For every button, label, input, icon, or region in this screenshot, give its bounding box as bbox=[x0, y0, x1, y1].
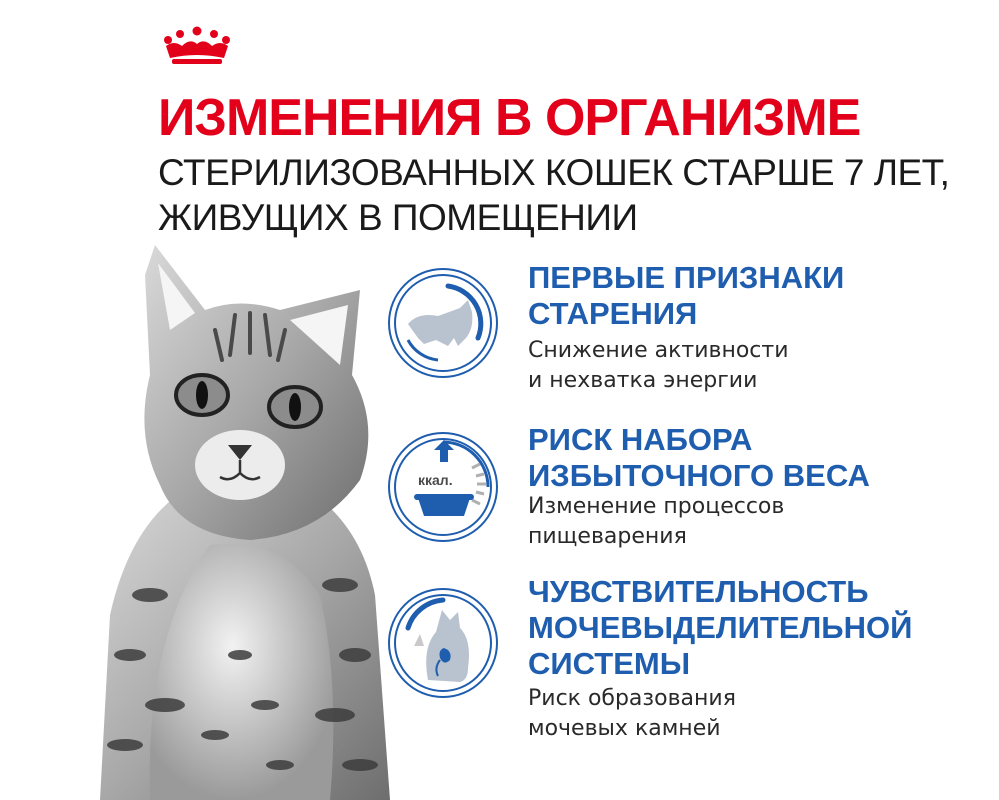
subtitle-line-2: ЖИВУЩИХ В ПОМЕЩЕНИИ bbox=[158, 197, 638, 238]
feature-description: Снижение активности и нехватка энергии bbox=[528, 338, 789, 393]
feature-title: ЧУВСТВИТЕЛЬНОСТЬ МОЧЕВЫДЕЛИТЕЛЬНОЙ СИСТЕМЫ bbox=[528, 574, 913, 681]
page-subtitle bbox=[158, 150, 949, 240]
subtitle-line-1: СТЕРИЛИЗОВАННЫХ КОШЕК СТАРШЕ 7 ЛЕТ, bbox=[158, 152, 950, 193]
feature-title: ПЕРВЫЕ ПРИЗНАКИ СТАРЕНИЯ bbox=[528, 260, 845, 331]
cat-stretch-icon bbox=[388, 268, 498, 378]
page-title: ИЗМЕНЕНИЯ В ОРГАНИЗМЕ bbox=[158, 89, 861, 147]
feature-description: Изменение процессов пищеварения bbox=[528, 494, 785, 549]
kcal-label: ккал. bbox=[418, 472, 453, 488]
cat-photo bbox=[90, 235, 400, 800]
kcal-bowl-icon bbox=[388, 432, 498, 542]
feature-title: РИСК НАБОРА ИЗБЫТОЧНОГО ВЕСА bbox=[528, 422, 870, 493]
feature-description: Риск образования мочевых камней bbox=[528, 686, 736, 741]
royal-crown-logo bbox=[160, 26, 234, 66]
cat-kidney-icon bbox=[388, 588, 498, 698]
